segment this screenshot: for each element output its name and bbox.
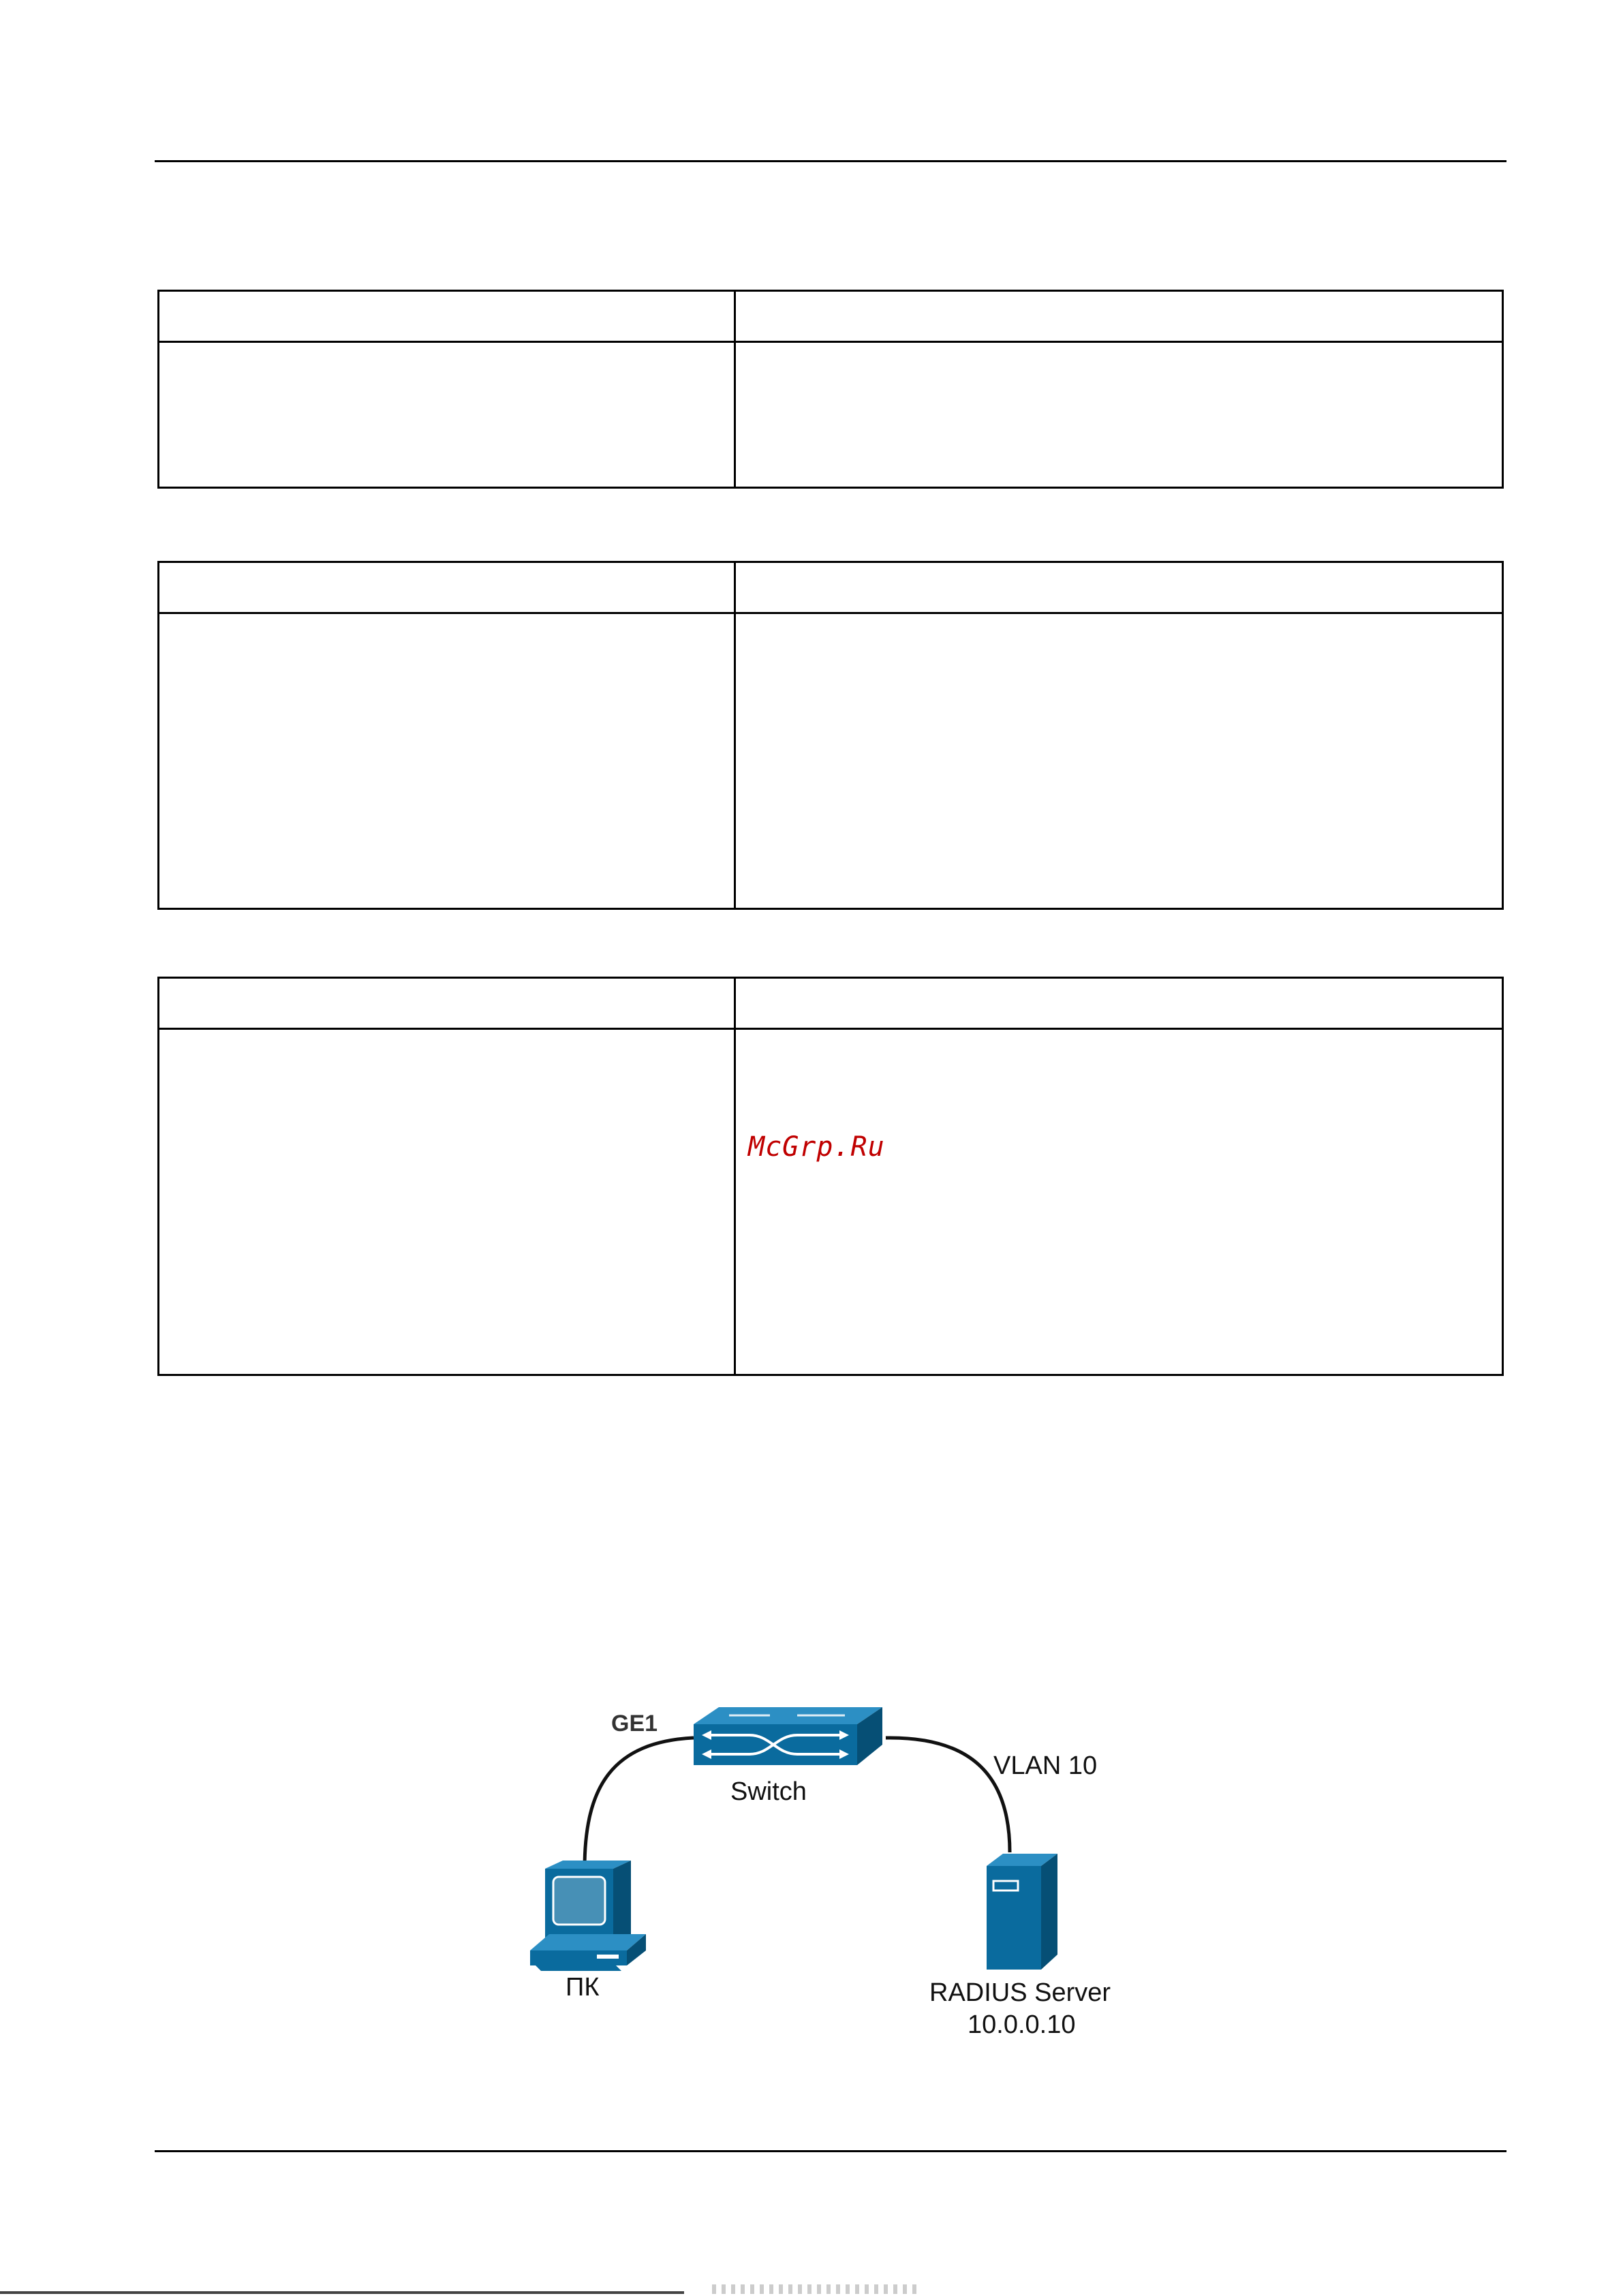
vlan-label: VLAN 10 bbox=[993, 1751, 1098, 1780]
port-label: GE1 bbox=[611, 1711, 658, 1736]
switch-label: Switch bbox=[730, 1777, 807, 1806]
table-1-column-divider bbox=[734, 292, 736, 487]
server-ip-label: 10.0.0.10 bbox=[968, 2010, 1076, 2039]
pc-to-switch-link bbox=[585, 1738, 694, 1869]
watermark-text: McGrp.Ru bbox=[748, 1131, 885, 1163]
pc-icon bbox=[530, 1861, 646, 1971]
pc-label: ПК bbox=[566, 1973, 600, 2002]
table-2 bbox=[157, 561, 1504, 910]
table-3-column-divider bbox=[734, 979, 736, 1374]
table-3-header-row bbox=[159, 979, 1502, 1030]
server-name-label: RADIUS Server bbox=[929, 1978, 1111, 2007]
switch-to-server-link bbox=[886, 1738, 1010, 1852]
table-1 bbox=[157, 290, 1504, 489]
server-icon bbox=[987, 1854, 1057, 1970]
footer-rule bbox=[155, 2150, 1506, 2152]
bottom-edge-marks bbox=[712, 2284, 916, 2294]
bottom-edge-line bbox=[0, 2291, 684, 2294]
table-1-header-row bbox=[159, 292, 1502, 343]
table-2-header-row bbox=[159, 563, 1502, 614]
table-2-column-divider bbox=[734, 563, 736, 908]
table-3 bbox=[157, 977, 1504, 1376]
header-rule bbox=[155, 160, 1506, 162]
switch-icon bbox=[694, 1707, 882, 1765]
